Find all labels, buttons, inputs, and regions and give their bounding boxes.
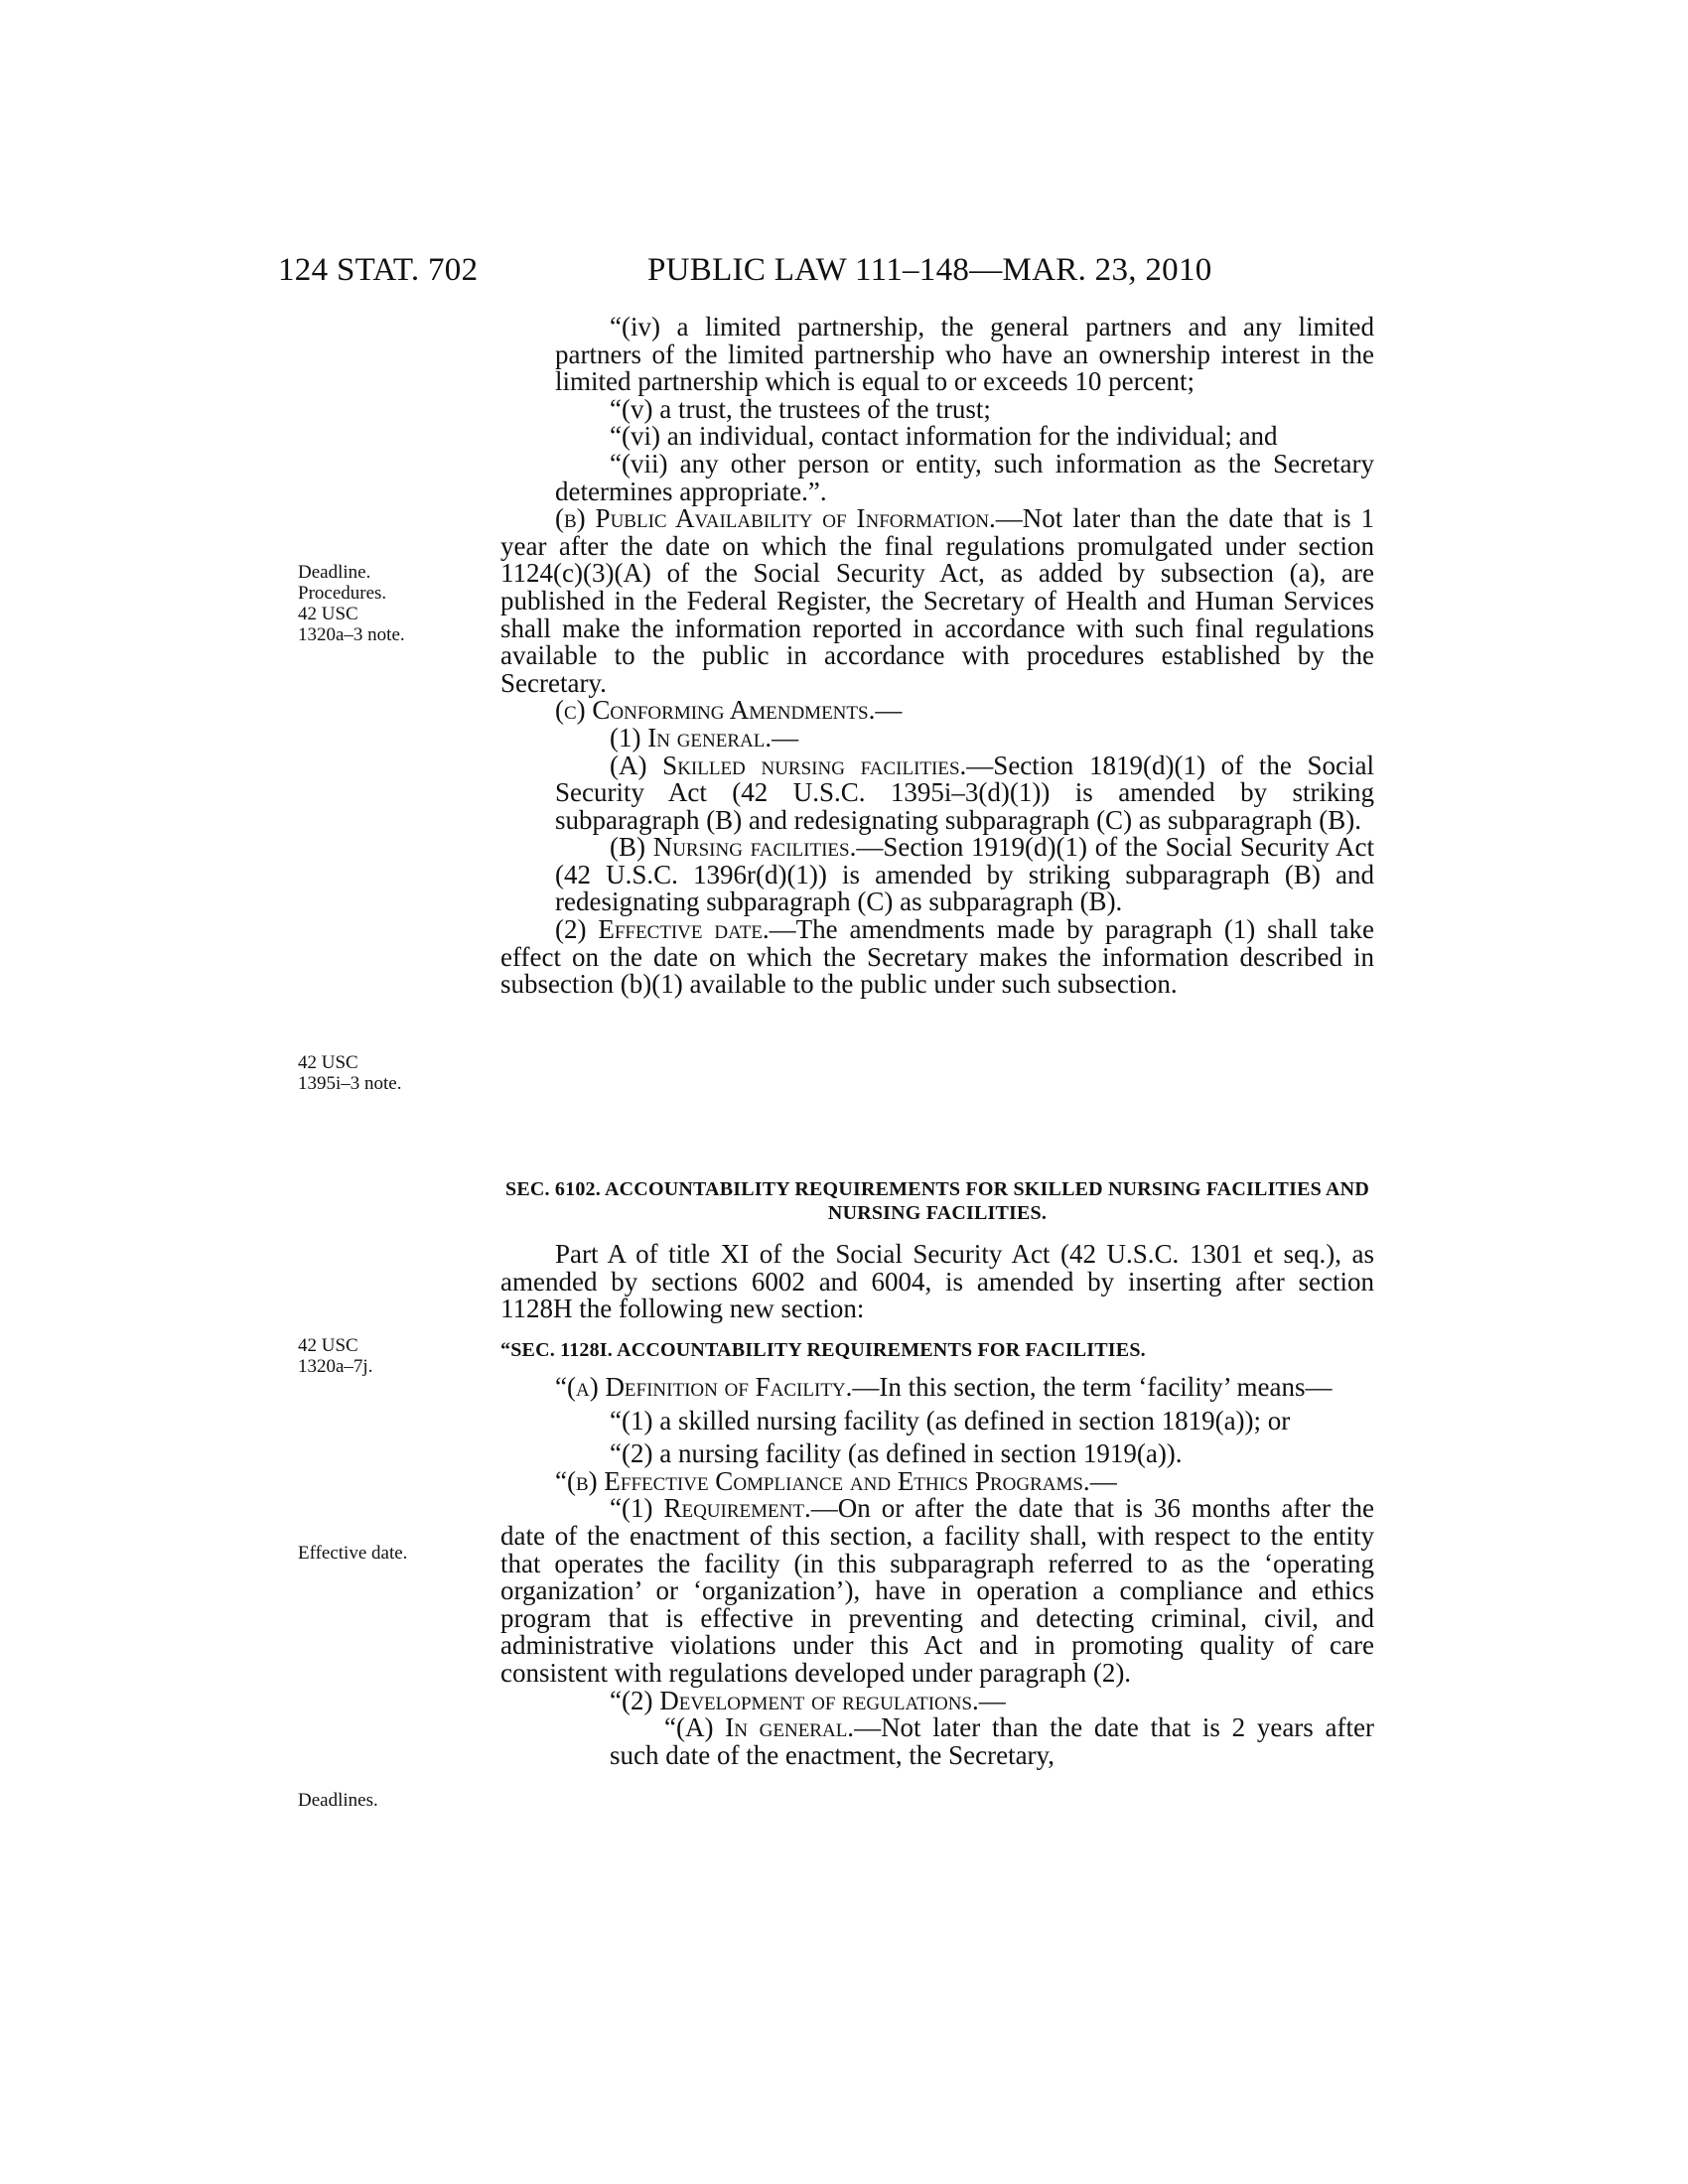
paragraph-c2 (500, 916, 1374, 999)
paragraph-b1 (500, 1495, 1374, 1687)
subparagraph-b2A-text: —Not later than the date that is 2 years after such date of the enactment, the Secretary, (610, 1712, 1374, 1770)
margin-note-line: Deadline. (298, 562, 371, 583)
subparagraph-cB-heading: (B) Nursing facilities. (610, 832, 857, 863)
paragraph-a1: “(1) a skilled nursing facility (as defined in section 1819(a)); or (610, 1405, 1291, 1435)
margin-note-line: Effective date. (298, 1543, 408, 1564)
paragraph-c1-heading: (1) In general. (610, 722, 773, 752)
subsection-bb (500, 1465, 1374, 1496)
public-law-header: PUBLIC LAW 111–148—MAR. 23, 2010 (647, 252, 1212, 288)
subsection-b-text: —Not later than the date that is 1 year after the date on which the final regulations promulgated under section 1124(c)(3)(A) of the Social Security Act, as added by subsection (a), are published in the Federal Register, the Secretary of Health and Human Services shall make the information reported in accordance with such final regulations available to the public in accordance with procedures established by the Secretary. (500, 503, 1374, 698)
subparagraph-cA-heading: (A) Skilled nursing facilities. (610, 750, 967, 780)
section-1128I-heading: “SEC. 1128I. ACCOUNTABILITY REQUIREMENTS FOR FACILITIES. (500, 1339, 1146, 1361)
margin-note-deadlines (298, 1790, 447, 1811)
paragraph-b1-text: —On or after the date that is 36 months after the date of the enactment of this section, a facility shall, with respect to the entity that operates the facility (in this subparagraph referred to as the ‘operating organization’ or ‘organization’), have in operation a compliance and ethics program that is effective in preventing and detecting criminal, civil, and administrative violations under this Act and in promoting quality of care consistent with regulations developed under paragraph (2). (500, 1493, 1374, 1688)
dash: — (772, 722, 799, 752)
clause-iv: “(iv) a limited partnership, the general partners and any limited partners of the limited partnership who have an ownership interest in the limited partnership which is equal to or exceeds 10 percent; (555, 312, 1374, 397)
margin-note-line: 1320a–3 note. (298, 624, 405, 645)
section-6102-heading: SEC. 6102. ACCOUNTABILITY REQUIREMENTS FOR SKILLED NURSING FACILITIES AND NURSING FACILITIES. (505, 1178, 1369, 1224)
paragraph-c1 (500, 722, 1374, 752)
clause-vii: “(vii) any other person or entity, such information as the Secretary determines appropriate.”. (555, 448, 1374, 506)
subsection-b (500, 505, 1374, 697)
margin-note-1395i-3 (298, 1052, 447, 1094)
dash: — (978, 1685, 1006, 1715)
dash: — (875, 695, 903, 726)
text-block-1 (500, 314, 1374, 999)
section-6102-body (500, 1241, 1374, 1323)
subparagraph-cB (500, 834, 1374, 916)
margin-note-line: 1320a–7j. (298, 1356, 373, 1377)
subsection-b-heading: (b) Public Availability of Information. (555, 503, 996, 534)
text-block-2 (500, 1374, 1374, 1769)
paragraph-c2-text: —The amendments made by paragraph (1) shall take effect on the date on which the Secretary makes the information described in subsection (b)(1) available to the public under such subsection. (500, 914, 1374, 1000)
margin-note-line: 42 USC (298, 1335, 358, 1356)
section-6102-text: Part A of title XI of the Social Security Act (42 U.S.C. 1301 et seq.), as amended by sections 6002 and 6004, is amended by inserting after section 1128H the following new section: (500, 1239, 1374, 1324)
subsection-c (500, 697, 1374, 725)
subsection-c-heading: (c) Conforming Amendments. (555, 695, 876, 726)
margin-note-effective-date (298, 1543, 447, 1564)
paragraph-a2: “(2) a nursing facility (as defined in section 1919(a)). (610, 1438, 1183, 1469)
subsection-a-heading: “(a) Definition of Facility. (555, 1372, 853, 1402)
margin-note-line: 42 USC (298, 1052, 358, 1073)
page-number-header: 124 STAT. 702 (278, 252, 479, 288)
subsection-a-text: —In this section, the term ‘facility’ means— (852, 1372, 1333, 1402)
subparagraph-cA (500, 752, 1374, 835)
subparagraph-b2A (500, 1714, 1374, 1769)
subsection-a (500, 1374, 1374, 1402)
margin-note-line: 1395i–3 note. (298, 1073, 402, 1094)
dash: — (1089, 1465, 1117, 1496)
paragraph-b1-heading: “(1) Requirement. (610, 1493, 811, 1524)
subsection-bb-heading: “(b) Effective Compliance and Ethics Programs. (555, 1465, 1090, 1496)
margin-note-1320a-7j (298, 1335, 447, 1377)
margin-note-line: Deadlines. (298, 1790, 378, 1811)
paragraph-c2-heading: (2) Effective date. (555, 914, 770, 945)
subparagraph-cB-text: —Section 1919(d)(1) of the Social Security Act (42 U.S.C. 1396r(d)(1)) is amended by striking subparagraph (B) and redesignating subparagraph (C) as subparagraph (B). (555, 832, 1375, 917)
margin-note-line: Procedures. (298, 583, 387, 604)
margin-note-deadline-procedures (298, 562, 447, 645)
paragraph-b2-heading: “(2) Development of regulations. (610, 1685, 979, 1715)
margin-note-line: 42 USC (298, 604, 358, 624)
subparagraph-b2A-heading: “(A) In general. (664, 1712, 855, 1743)
section-1128I (500, 1338, 1374, 1362)
paragraph-b2 (500, 1685, 1374, 1715)
clause-v: “(v) a trust, the trustees of the trust; (610, 393, 991, 424)
section-6102 (500, 1177, 1374, 1225)
subparagraph-cA-text: —Section 1819(d)(1) of the Social Security Act (42 U.S.C. 1395i–3(d)(1)) is amended by striking subparagraph (B) and redesignating subparagraph (C) as subparagraph (B). (555, 750, 1374, 835)
clause-vi: “(vi) an individual, contact information for the individual; and (610, 421, 1278, 452)
